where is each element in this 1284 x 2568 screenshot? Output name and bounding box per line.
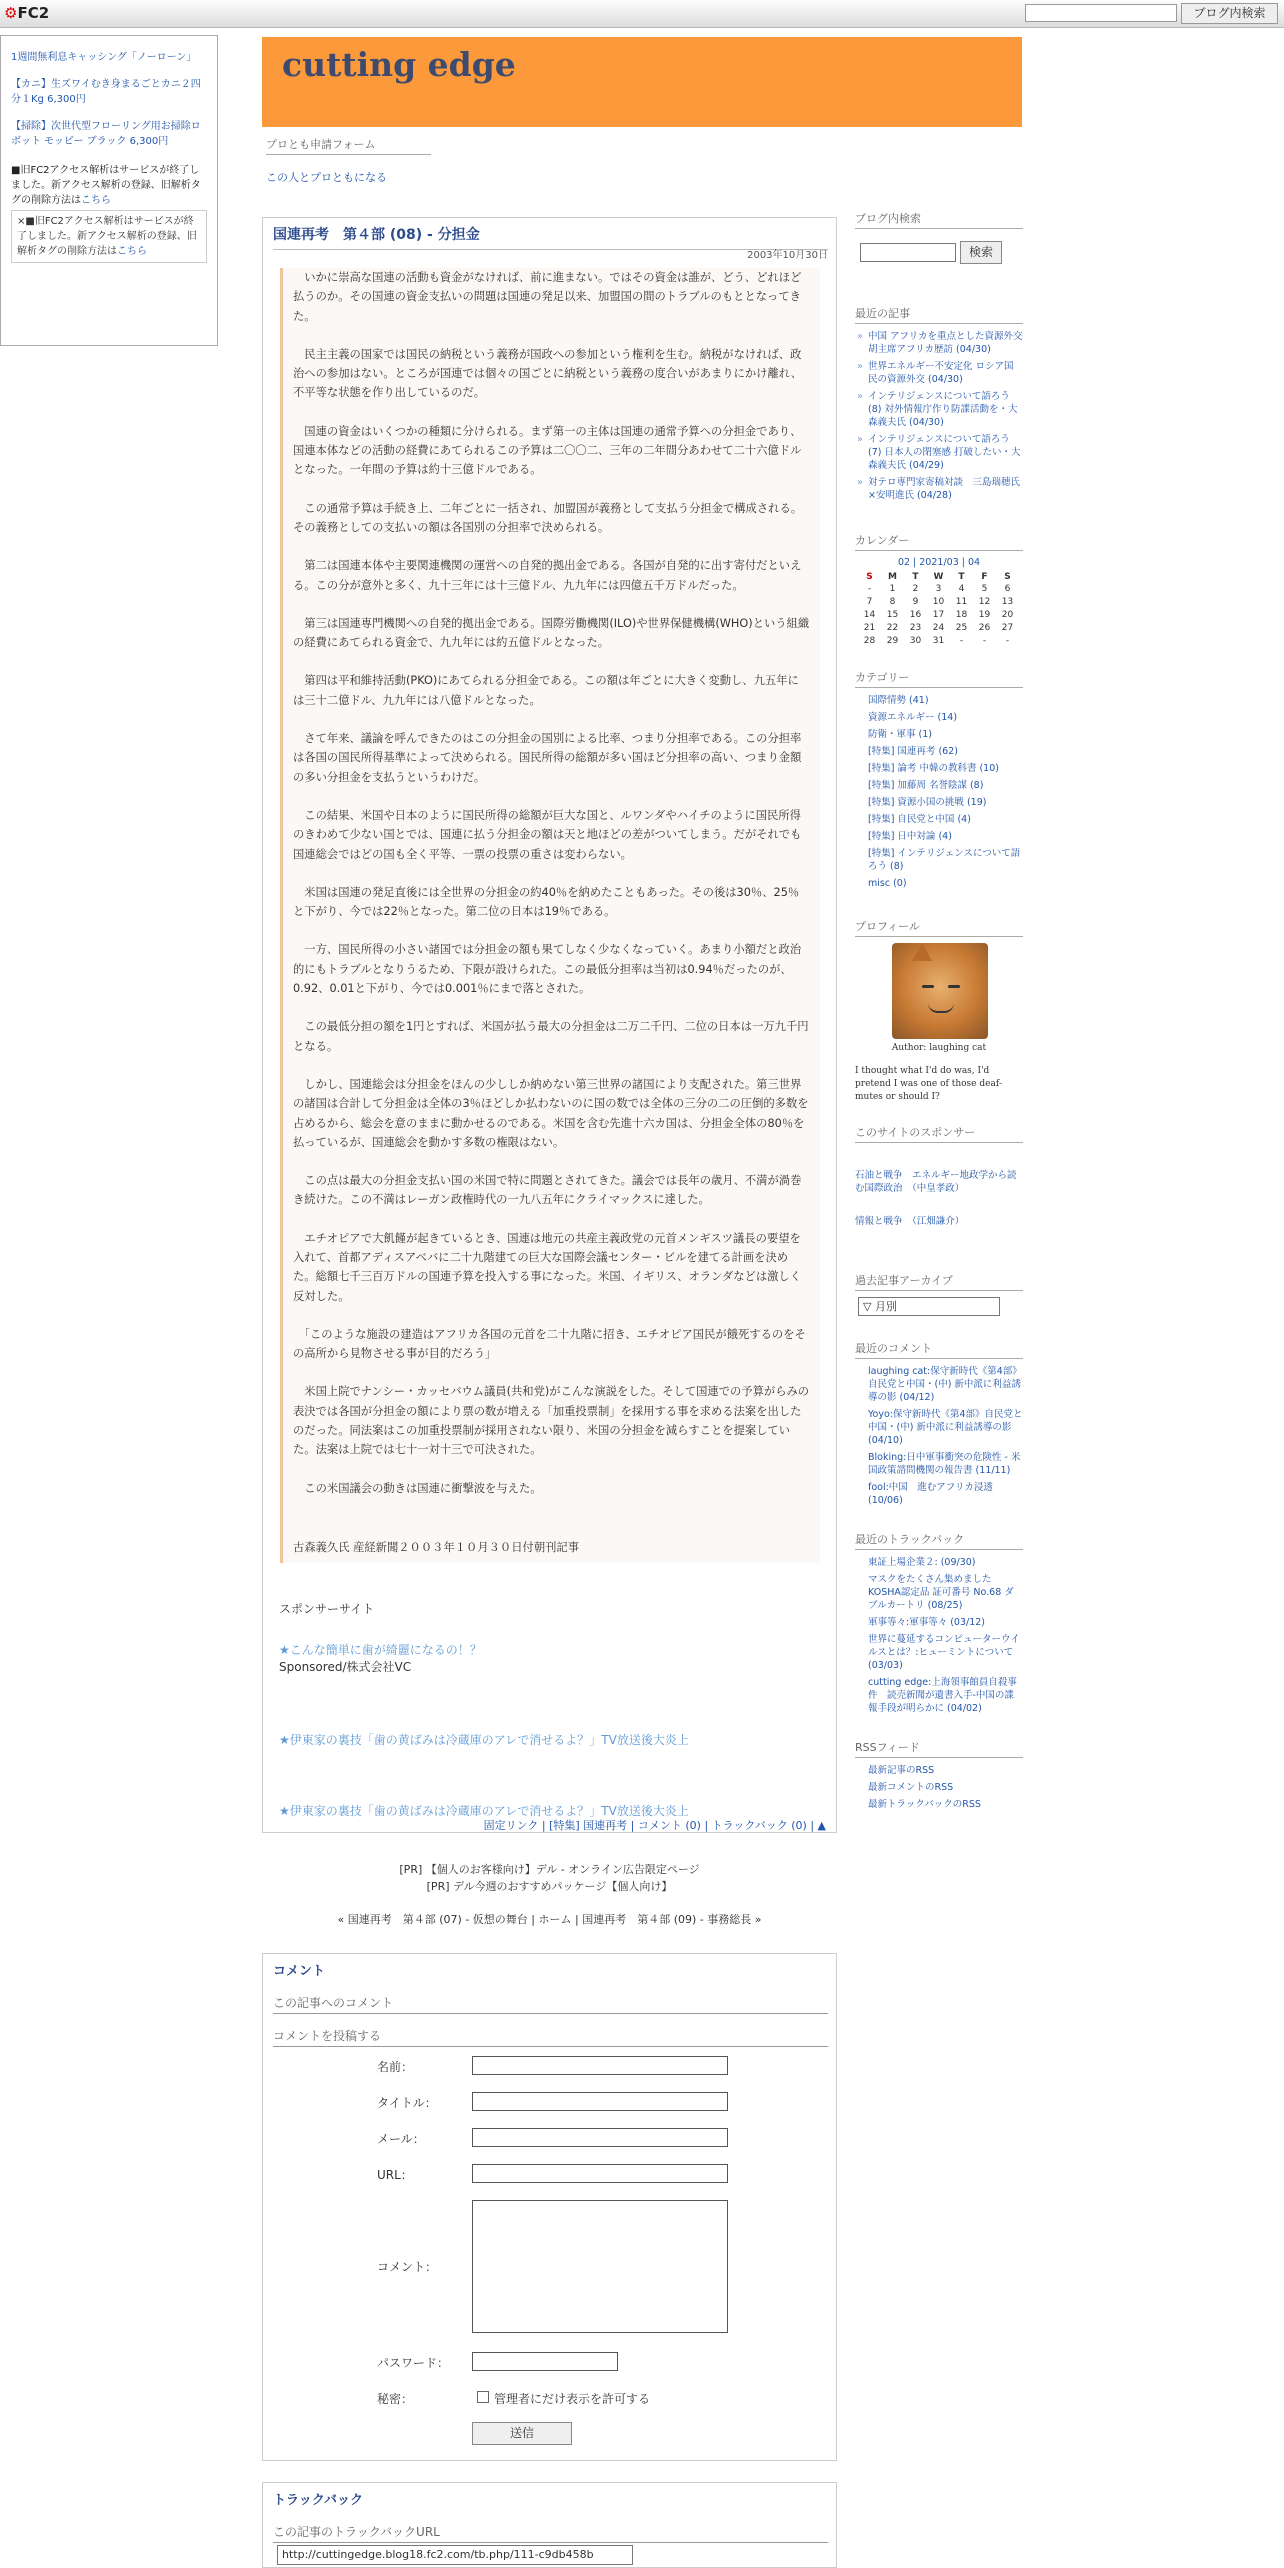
- category-link[interactable]: [特集] 資源小国の挑戦 (19): [868, 797, 987, 808]
- entry-paragraph: この米国議会の動きは国連に衝撃波を与えた。: [293, 1481, 542, 1495]
- analytics-notice-link[interactable]: こちら: [81, 195, 111, 206]
- recent-comments-title: 最近のコメント: [855, 1340, 1023, 1359]
- rss-link[interactable]: 最新コメントのRSS: [868, 1782, 954, 1793]
- profile-cat-avatar: [892, 943, 988, 1039]
- calendar-day: 3: [935, 583, 942, 594]
- trackback-url-field[interactable]: http://cuttingedge.blog18.fc2.com/tb.php/111-c9db458b: [277, 2545, 633, 2565]
- ad-link-1[interactable]: 1週間無利息キャッシング「ノーローン」: [11, 52, 197, 63]
- archive-select[interactable]: ▽ 月別: [858, 1297, 1000, 1316]
- calendar-day: 10: [932, 596, 945, 607]
- recent-trackbacks-title: 最近のトラックバック: [855, 1531, 1023, 1550]
- fc2-search-button[interactable]: ブログ内検索: [1181, 3, 1278, 24]
- category-link[interactable]: [特集] 自民党と中国 (4): [868, 814, 971, 825]
- category-list: [855, 694, 1023, 890]
- recent-comment-link[interactable]: Bloking:日中軍事衝突の危険性 - 米国政策諮問機関の報告書 (11/11): [868, 1452, 1021, 1476]
- entry-paragraph: 第三は国連専門機関への自発的拠出金である。国際労働機関(ILO)や世界保健機構(WHO)という組織の経費にあてられる資金で、九九年には約五億ドルとなった。: [293, 616, 810, 650]
- blog-search-input[interactable]: [860, 243, 956, 262]
- profile-text: I thought what I'd do was, I'd pretend I was one of those deaf-mutes or should I?: [855, 1066, 1002, 1102]
- blog-title[interactable]: cutting edge: [282, 45, 516, 84]
- category-link[interactable]: [特集] 国連再考 (62): [868, 746, 958, 757]
- password-label: パスワード：: [377, 2356, 450, 2370]
- category-link[interactable]: 資源エネルギー (14): [868, 712, 958, 723]
- comment-list-heading: この記事へのコメント: [273, 1994, 828, 2014]
- recent-entry-link[interactable]: » インテリジェンスについて語ろう (7) 日本人の閉塞感 打破したい・大森義夫氏 (04/29): [868, 433, 1023, 472]
- name-input[interactable]: [472, 2056, 728, 2075]
- pr-links: [262, 1861, 837, 1895]
- sponsor-item-2[interactable]: 情報と戦争 （江畑謙介）: [855, 1216, 965, 1227]
- calendar-day: 17: [932, 609, 945, 620]
- calendar-day: 24: [932, 622, 945, 633]
- category-link[interactable]: [特集] 論考 中韓の教科書 (10): [868, 763, 999, 774]
- sponsor-company: Sponsored/株式会社VC: [279, 1660, 412, 1674]
- calendar-weekday: T: [912, 572, 919, 582]
- calendar-day: 19: [978, 609, 991, 620]
- entry-date: 2003年10月30日: [747, 250, 828, 261]
- calendar-day: -: [867, 583, 872, 594]
- fc2-logo[interactable]: ⚙FC2: [4, 4, 50, 22]
- search-title: ブログ内検索: [855, 210, 1023, 229]
- recent-title: 最近の記事: [855, 305, 1023, 324]
- calendar-day: 26: [978, 622, 991, 633]
- calendar-day: 18: [955, 609, 968, 620]
- password-input[interactable]: [472, 2352, 618, 2371]
- entry-footer-links[interactable]: 固定リンク | [特集] 国連再考 | コメント (0) | トラックバック (0) | ▲: [483, 1819, 826, 1832]
- calendar-day: 15: [886, 609, 899, 620]
- entry-paragraph: いかに崇高な国連の活動も資金がなければ、前に進まない。ではその資金は誰が、どう、どれほど払うのか。その国連の資金支払いの問題は国連の発足以来、加盟国の間のトラブルのもととなってきた。: [293, 271, 802, 323]
- profile-title: プロフィール: [855, 918, 1023, 937]
- recent-entry-link[interactable]: » インテリジェンスについて語ろう (8) 対外情報庁作り防諜活動を・大森義夫氏 (04/30): [868, 390, 1023, 429]
- fc2-search-input[interactable]: [1025, 4, 1177, 22]
- sponsor-title: スポンサーサイト: [279, 1602, 375, 1616]
- recent-trackback-link[interactable]: 世界に蔓延するコンピューターウイルスとは？:ヒューミントについて (03/03): [868, 1634, 1020, 1671]
- recent-comment-link[interactable]: laughing cat:保守新時代《第4部》自民党と中国・(中) 新中派に利益誘導の影 (04/12): [868, 1366, 1022, 1403]
- category-link[interactable]: [特集] 加藤周 名誉陰謀 (8): [868, 780, 984, 791]
- entry-paragraph: 国連の資金はいくつかの種類に分けられる。まず第一の主体は国連の通常予算への分担金であり、国連本体などの活動の経費にあてられるこの予算は二〇〇二、三年の二年間分あわせて二十六億ドルとなった。一年間の予算は約十三億ドルである。: [293, 424, 802, 477]
- calendar-day: 13: [1001, 596, 1014, 607]
- calendar-weekday: W: [933, 572, 944, 582]
- calendar-nav[interactable]: 02 | 2021/03 | 04: [897, 557, 981, 568]
- sponsor-link[interactable]: ★こんな簡単に歯が綺麗になるの！？: [279, 1643, 482, 1657]
- comment-textarea[interactable]: [472, 2200, 728, 2333]
- calendar-day: 11: [955, 596, 968, 607]
- blog-header: [262, 37, 1022, 127]
- analytics-notice: ■旧FC2アクセス解析はサービスが終了しました。新アクセス解析の登録、旧解析タグの削除方法はこちら: [11, 165, 201, 206]
- mail-input[interactable]: [472, 2128, 728, 2147]
- calendar-day: 2: [912, 583, 919, 594]
- entry-paragraph: この結果、米国や日本のように国民所得の総額が巨大な国と、ルワンダやハイチのように国民所得のきわめて少ない国とでは、国連に払う分担金の額は天と地ほどの差がついてしまう。だがそれでも国連総会ではどの国も全く平等、一票の投票の重さは変わらない。: [293, 808, 802, 861]
- entry-paragraph: さて年来、議論を呼んできたのはこの分担金の国別による比率、つまり分担率である。この分担率は各国の国民所得基準によって決められる。国民所得の総額が多い国ほど分担率の高い、つまり金額の多い分担金を支払うというわけだ。: [293, 732, 802, 784]
- calendar-weekday: F: [981, 572, 988, 582]
- category-link[interactable]: 国際情勢 (41): [868, 695, 929, 706]
- calendar-day: 4: [958, 583, 965, 594]
- left-ad-column: [0, 35, 218, 346]
- calendar-day: 7: [866, 596, 873, 607]
- entry-paragraph: 「このような施設の建造はアフリカ各国の元首を二十九階に招き、エチオピア国民が餓死するのをその高所から見物させる事が目的だろう」: [293, 1327, 806, 1361]
- recent-entry-link[interactable]: » 中国 アフリカを重点とした資源外交 胡主席アフリカ歴訪 (04/30): [868, 330, 1023, 356]
- calendar-day: 27: [1001, 622, 1014, 633]
- sponsor-item-1[interactable]: 石油と戦争 エネルギー地政学から読む国際政治 （中皇孝政）: [855, 1170, 1017, 1194]
- sponsor-link-3[interactable]: ★伊東家の裏技「歯の黄ばみは冷蔵庫のアレで消せるよ？」TV放送後大炎上: [279, 1804, 689, 1818]
- calendar-day: 23: [909, 622, 922, 633]
- calendar-day: -: [959, 635, 964, 646]
- analytics-notice-box: ×■旧FC2アクセス解析はサービスが終了しました。新アクセス解析の登録、旧解析タグの削除方法はこちら: [11, 210, 207, 263]
- recent-comment-link[interactable]: Yoyo:保守新時代《第4部》自民党と中国・(中) 新中派に利益誘導の影 (04/10): [868, 1409, 1023, 1446]
- entry-paragraph: 民主主義の国家では国民の納税という義務が国政への参加という権利を生む。納税がなければ、政治への参加はない。ところが国連では個々の国ごとに納税という義務の度合いがあまりにかけ離れ、不平等な状態を作り出しているのだ。: [293, 347, 803, 400]
- recent-comments-list: [855, 1365, 1023, 1507]
- url-label: URL：: [377, 2168, 413, 2182]
- entry-paragraph: しかし、国連総会は分担金をほんの少ししか納めない第三世界の諸国により支配された。第三世界の諸国は合計して分担金は全体の3％ほどしか払わないのに国の数では全体の三分の二の圧倒的多数を占めるから、総会を意のままに動かせるのである。米国を含む先進十六カ国は、分担金全体の80％を払っているが、国連総会を動かす多数の権限はない。: [293, 1077, 809, 1149]
- calendar-day: 20: [1001, 609, 1014, 620]
- calendar-day: 22: [886, 622, 899, 633]
- profile-author: Author: laughing cat: [891, 1043, 987, 1053]
- trackback-heading: トラックバック: [273, 2493, 363, 2508]
- calendar-day: 21: [863, 622, 876, 633]
- rss-link[interactable]: 最新記事のRSS: [868, 1765, 935, 1776]
- sponsor-link-2[interactable]: ★伊東家の裏技「歯の黄ばみは冷蔵庫のアレで消せるよ？」TV放送後大炎上: [279, 1733, 689, 1747]
- profile-form-link[interactable]: この人とプロともになる: [266, 171, 387, 184]
- ad-link-2[interactable]: 【カニ】生ズワイむき身まるごとカニ２四分１Kg 6,300円: [11, 79, 201, 105]
- rss-list: [855, 1764, 1023, 1811]
- category-link[interactable]: misc (0): [868, 878, 907, 889]
- secret-checkbox-label: 管理者にだけ表示を許可する: [494, 2392, 651, 2406]
- recent-entry-link[interactable]: » 対テロ専門家寄稿対談 三島瑞穂氏×安明進氏 (04/28): [868, 476, 1023, 502]
- calendar-weekday: T: [958, 572, 965, 582]
- recent-trackback-link[interactable]: 軍事等々:軍事等々 (03/12): [868, 1617, 986, 1628]
- calendar-weekday: S: [1004, 572, 1011, 582]
- pr-link-1[interactable]: [PR] 【個人のお客様向け】デル - オンライン広告限定ページ: [399, 1863, 700, 1876]
- calendar-day: 1: [889, 583, 896, 594]
- calendar-day: 28: [863, 635, 876, 646]
- profile-form-label: プロとも申請フォーム: [266, 136, 431, 155]
- calendar-day: 30: [909, 635, 922, 646]
- blog-search-button[interactable]: 検索: [960, 241, 1002, 264]
- calendar-weekday: M: [888, 572, 897, 582]
- recent-trackback-link[interactable]: 東証上場企業２: (09/30): [868, 1557, 976, 1568]
- entry-paragraph: エチオピアで大飢饉が起きているとき、国連は地元の共産主義政党の元首メンギスツ議長の要望を入れて、首都アディスアベバに二十九階建ての巨大な国際会議センター・ビルを建てる計画を決めた。総額七千三百万ドルの国連予算を投入する事になった。米国、イギリス、オランダなどは激しく反対した。: [293, 1231, 802, 1303]
- title-label: タイトル：: [377, 2096, 437, 2110]
- submit-button[interactable]: 送信: [472, 2422, 572, 2445]
- fc2-toolbar: [0, 0, 1284, 28]
- comment-label: コメント：: [377, 2260, 438, 2274]
- url-input[interactable]: [472, 2164, 728, 2183]
- entry-box: [262, 217, 837, 1833]
- trackback-section: [262, 2482, 837, 2568]
- category-link[interactable]: 防衛・軍事 (1): [868, 729, 932, 740]
- rss-link[interactable]: 最新トラックバックのRSS: [868, 1799, 981, 1810]
- recent-entry-link[interactable]: » 世界エネルギー不安定化 ロシア国民の資源外交 (04/30): [868, 360, 1023, 386]
- recent-list: [855, 330, 1023, 502]
- calendar-day: 12: [978, 596, 991, 607]
- calendar-day: -: [1005, 635, 1010, 646]
- calendar: [858, 572, 1019, 647]
- rss-title: RSSフィード: [855, 1739, 1023, 1758]
- secret-label: 秘密：: [377, 2392, 414, 2406]
- category-link[interactable]: [特集] インテリジェンスについて語ろう (8): [868, 848, 1021, 872]
- recent-trackback-link[interactable]: マスクをたくさん集めましたKOSHA認定品 証可番号 No.68 ダブルカートリ (08/25): [868, 1574, 1014, 1611]
- calendar-day: 31: [932, 635, 945, 646]
- calendar-day: 8: [889, 596, 896, 607]
- calendar-day: 5: [981, 583, 988, 594]
- recent-comment-link[interactable]: fool:中国 進むアフリカ浸透 (10/06): [868, 1482, 993, 1506]
- recent-trackback-link[interactable]: cutting edge:上海領事館員自殺事件 読売新聞が遺書入手-中国の諜報手段が明らかに (04/02): [868, 1677, 1017, 1714]
- recent-trackbacks-list: [855, 1556, 1023, 1715]
- entry-paragraph: 古森義久氏 産経新聞２００３年１０月３０日付朝刊記事: [293, 1540, 580, 1554]
- entry-body: [280, 268, 820, 1563]
- ad-link-3[interactable]: 【掃除】次世代型フローリング用お掃除ロボット モッピー ブラック 6,300円: [11, 121, 201, 147]
- calendar-weekday: S: [866, 572, 873, 582]
- calendar-day: 9: [912, 596, 919, 607]
- secret-checkbox[interactable]: [477, 2391, 489, 2403]
- calendar-title: カレンダー: [855, 532, 1023, 551]
- sidebar: [855, 210, 1023, 1815]
- category-title: カテゴリー: [855, 669, 1023, 688]
- calendar-day: 29: [886, 635, 899, 646]
- comment-section: [262, 1953, 837, 2461]
- entry-paragraph: この点は最大の分担金支払い国の米国で特に問題とされてきた。議会では長年の歳月、不満が渦巻き続けた。この不満はレーガン政権時代の一九八五年にクライマックスに達した。: [293, 1174, 802, 1207]
- sponsor-section: [279, 1600, 819, 1819]
- comment-form-heading: コメントを投稿する: [273, 2027, 828, 2047]
- calendar-day: -: [982, 635, 987, 646]
- calendar-day: 6: [1004, 583, 1011, 594]
- entry-title[interactable]: 国連再考 第４部 (08) - 分担金: [273, 224, 828, 250]
- entry-paragraph: この最低分担の額を1円とすれば、米国が払う最大の分担金は二万二千円、二位の日本は一万九千円となる。: [293, 1020, 809, 1053]
- entry-paragraph: 第四は平和維持活動(PKO)にあてられる分担金である。この額は年ごとに大きく変動し、九五年には三十二億ドル、九九年には八億ドルとなった。: [293, 674, 799, 707]
- pr-link-2[interactable]: [PR] デル今週のおすすめパッケージ【個人向け】: [426, 1880, 673, 1893]
- calendar-day: 16: [909, 609, 922, 620]
- entry-paragraph: 米国上院でナンシー・カッセバウム議員(共和党)がこんな演説をした。そして国連での予算がらみの表決では各国が分担金の額により票の数が増える「加重投票制」を採用する事を求める法案を出したのだった。同法案はこの加重投票制が採用されない限り、米国の分担金を減らすことを提案していた。法案は上院では七十一対十三で可決された。: [293, 1385, 810, 1457]
- calendar-day: 14: [863, 609, 876, 620]
- analytics-box-link[interactable]: こちら: [117, 246, 147, 257]
- comment-heading: コメント: [273, 1964, 326, 1979]
- name-label: 名前：: [377, 2060, 414, 2074]
- category-link[interactable]: [特集] 日中対論 (4): [868, 831, 952, 842]
- entry-paragraph: 米国は国連の発足直後には全世界の分担金の約40％を納めたこともあった。その後は30％、25％と下がり、今では22％となった。第二位の日本は19％である。: [293, 885, 800, 919]
- sponsor-title: このサイトのスポンサー: [855, 1124, 1023, 1143]
- archive-title: 過去記事アーカイブ: [855, 1272, 1023, 1291]
- calendar-day: 25: [955, 622, 968, 633]
- entry-paragraph: 一方、国民所得の小さい諸国では分担金の額も果てしなく少なくなっていく。あまり小額だと政治的にもトラブルとなりうるため、下限が設けられた。この最低分担率は当初は0.94％だったのが、0.92、0.01と下がり、今では0.001％にまで落とされた。: [293, 943, 802, 996]
- entry-paragraph: この通常予算は手続き上、二年ごとに一括され、加盟国が義務として支払う分担金で構成される。その義務としての支払いの額は各国別の分担率で決められる。: [293, 501, 803, 534]
- entry-paragraph: 第二は国連本体や主要関連機関の運営への自発的拠出金である。各国が自発的に出す寄付だといえる。この分が意外と多く、九十三年には十三億ドル、九九年には四億五千万ドルだった。: [293, 559, 802, 592]
- entry-pager[interactable]: « 国連再考 第４部 (07) - 仮想の舞台 | ホーム | 国連再考 第４部 (09) - 事務総長 »: [337, 1913, 762, 1926]
- trackback-url-heading: この記事のトラックバックURL: [273, 2523, 828, 2543]
- mail-label: メール：: [377, 2132, 425, 2146]
- title-input[interactable]: [472, 2092, 728, 2111]
